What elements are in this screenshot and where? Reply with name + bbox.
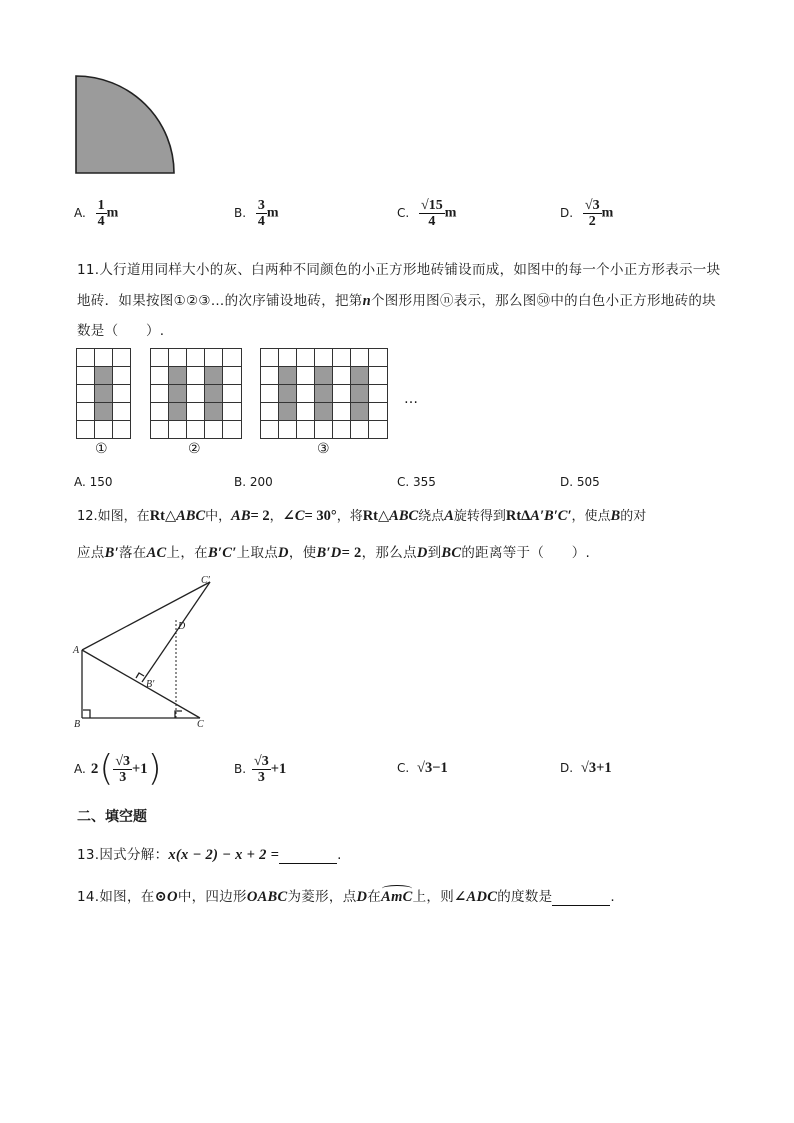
q12-text-line1: 12.如图，在Rt△ABC中，AB= 2，∠C= 30°，将Rt△ABC绕点A旋转得到RtΔA′B′C′，使点B的对 (77, 508, 647, 524)
section-fill-in-title: 二、填空题 (77, 809, 147, 825)
tile-figure-2 (150, 348, 243, 440)
tile-figure-3 (260, 348, 390, 440)
q11-text-line1: 11.人行道用同样大小的灰、白两种不同颜色的小正方形地砖铺设而成，如图中的每一个小正方形表示一块 (77, 262, 721, 278)
q14-text: 14.如图，在⊙O中，四边形OABC为菱形，点D在AmC上，则∠ADC的度数是 . (77, 889, 615, 905)
q13-text: 13.因式分解：x(x − 2) − x + 2 = . (77, 847, 342, 863)
fig-label-2: ② (188, 441, 201, 457)
label-d: D (178, 621, 186, 632)
q14-answer-blank[interactable] (552, 891, 610, 906)
label-a: A (73, 645, 80, 656)
q11-option-b[interactable]: B. 200 (234, 475, 273, 489)
label-b-prime: B′ (146, 679, 155, 690)
q12-option-d[interactable]: D. √3+1 (560, 760, 612, 776)
tile-figure-1 (76, 348, 132, 440)
label-c-prime: C′ (201, 575, 210, 586)
q11-text-line3: 数是（ ）. (77, 323, 165, 339)
q11-option-d[interactable]: D. 505 (560, 475, 600, 489)
q12-option-a[interactable]: A. 2 ( $\frac{√3}{3}$ +1 ) (74, 748, 162, 789)
q11-option-a[interactable]: A. 150 (74, 475, 113, 489)
q11-option-c[interactable]: C. 355 (397, 475, 436, 489)
fig-ellipsis: … (404, 391, 418, 407)
fig-label-3: ③ (317, 441, 330, 457)
q12-option-b[interactable]: B. $\frac{√3}{3}$ +1 (234, 753, 287, 785)
q10-option-a[interactable]: A. $\frac{1}{4}$ m (74, 198, 119, 229)
label-b: B (74, 719, 81, 730)
q11-text-line2: 地砖．如果按图①②③…的次序铺设地砖，把第n个图形用图ⓝ表示，那么图㊿中的白色小正方形地砖的块 (77, 293, 716, 309)
q10-option-b[interactable]: B. $\frac{3}{4}$ m (234, 198, 279, 229)
q10-option-c[interactable]: C. $\frac{√15}{4}$ m (397, 198, 457, 229)
q12-option-c[interactable]: C. √3−1 (397, 760, 448, 776)
quarter-circle-figure (74, 74, 184, 176)
q13-answer-blank[interactable] (279, 849, 337, 864)
q12-triangle-figure (70, 574, 230, 736)
fig-label-1: ① (95, 441, 108, 457)
q12-text-line2: 应点B′落在AC上，在B′C′上取点D，使B′D= 2，那么点D到BC的距离等于（ ）. (77, 545, 591, 561)
label-c: C (197, 719, 204, 730)
q10-option-d[interactable]: D. $\frac{√3}{2}$ m (560, 198, 614, 229)
